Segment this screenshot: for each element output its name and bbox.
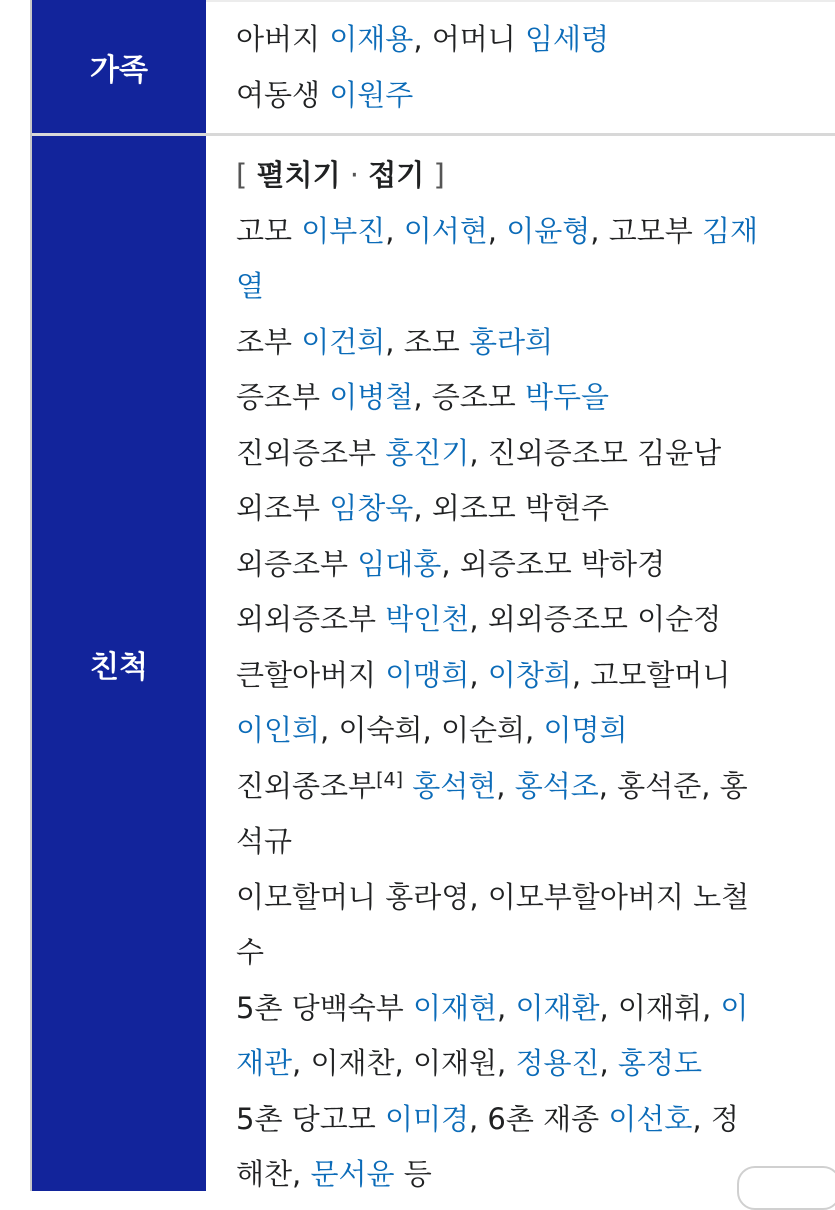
plain-text: , 고모할머니 <box>571 657 731 692</box>
family-header: 가족 <box>32 0 206 133</box>
plain-text: , 이재찬, 이재원, <box>292 1046 516 1080</box>
plain-text: 진외증조부 <box>236 435 386 470</box>
text-line <box>236 1036 829 1092</box>
text-line <box>236 703 829 759</box>
person-link[interactable]: 이재환 <box>515 990 600 1025</box>
family-cell <box>208 0 835 133</box>
person-link[interactable]: 이서현 <box>403 213 488 248</box>
plain-text: , 6촌 재종 <box>469 1101 609 1136</box>
person-link[interactable]: 임대홍 <box>357 546 442 581</box>
plain-text: 외외증조부 <box>236 602 386 636</box>
plain-text: 진외종조부 <box>236 768 377 803</box>
plain-text: 외조부 <box>236 491 330 525</box>
plain-text: , <box>599 1046 618 1080</box>
plain-text: 고모 <box>236 213 302 248</box>
text-line <box>236 426 829 482</box>
person-link[interactable]: 홍석현 <box>412 768 497 803</box>
plain-text: , <box>497 990 516 1025</box>
text-line <box>236 1092 829 1148</box>
plain-text: , 외조모 박현주 <box>413 491 610 525</box>
toggle-separator: · <box>340 158 369 192</box>
toggle-control <box>236 148 829 204</box>
plain-text: 여동생 <box>236 77 330 112</box>
relatives-cell <box>208 136 835 1191</box>
plain-text: 큰할아버지 <box>236 657 386 692</box>
person-link[interactable]: 이부진 <box>301 213 386 248</box>
family-lines <box>236 12 829 123</box>
person-link[interactable]: 이병철 <box>329 380 414 414</box>
plain-text: 5촌 당고모 <box>236 1101 385 1136</box>
family-row <box>32 0 835 133</box>
text-line <box>236 315 829 371</box>
person-link[interactable]: 박두을 <box>525 380 610 414</box>
collapse-toggle[interactable]: 접기 <box>368 158 425 192</box>
plain-text: , 조모 <box>385 324 469 359</box>
text-line <box>236 759 829 815</box>
person-link[interactable]: 이맹희 <box>385 657 470 692</box>
plain-text: 등 <box>394 1157 432 1191</box>
plain-text: , 외증조모 박하경 <box>441 546 666 581</box>
plain-text: 아버지 <box>236 22 330 56</box>
text-line <box>236 925 829 981</box>
plain-text: 조부 <box>236 324 302 359</box>
text-line <box>236 68 829 124</box>
plain-text: , 이숙희, 이순희, <box>320 713 544 747</box>
text-line <box>236 204 829 260</box>
person-link[interactable]: 김재 <box>701 213 758 248</box>
toggle-open-bracket: [ <box>236 158 248 192</box>
person-link[interactable]: 이선호 <box>608 1101 693 1136</box>
text-line <box>236 814 829 870</box>
plain-text: 수 <box>236 935 265 969</box>
plain-text: , 홍석준, 홍 <box>598 768 748 803</box>
plain-text: 5촌 당백숙부 <box>236 990 413 1025</box>
plain-text: , 고모부 <box>590 213 702 248</box>
plain-text: , 정 <box>692 1101 739 1136</box>
text-line <box>236 981 829 1037</box>
person-link[interactable]: 홍라희 <box>468 324 554 359</box>
toggle-close-bracket: ] <box>433 158 445 192</box>
text-line <box>236 870 829 926</box>
person-link[interactable]: 박인천 <box>385 602 470 636</box>
relatives-header: 친척 <box>32 136 206 1191</box>
footnote-ref[interactable]: [4] <box>376 767 403 790</box>
person-link[interactable]: 이명희 <box>543 713 628 747</box>
text-line <box>236 259 829 315</box>
plain-text: , <box>385 213 404 248</box>
person-link[interactable]: 이재현 <box>412 990 498 1025</box>
person-link[interactable]: 이인희 <box>236 713 321 747</box>
person-link[interactable]: 이윤형 <box>506 213 591 248</box>
person-link[interactable]: 이 <box>720 990 749 1025</box>
expand-toggle[interactable]: 펼치기 <box>256 158 341 192</box>
text-line <box>236 648 829 704</box>
plain-text: , <box>487 213 507 248</box>
text-line <box>236 592 829 648</box>
plain-text <box>403 769 412 803</box>
plain-text: 증조부 <box>236 380 330 414</box>
plain-text: 외증조부 <box>236 546 358 581</box>
plain-text: , 어머니 <box>413 22 526 56</box>
person-link[interactable]: 홍정도 <box>617 1046 702 1080</box>
person-link[interactable]: 이창희 <box>487 657 572 692</box>
plain-text: , <box>469 657 488 692</box>
person-link[interactable]: 이원주 <box>329 77 414 112</box>
person-link[interactable]: 홍석조 <box>514 768 599 803</box>
plain-text: , <box>496 768 515 803</box>
person-link[interactable]: 임창욱 <box>329 491 414 525</box>
person-link[interactable]: 문서윤 <box>310 1157 395 1191</box>
plain-text: , 외외증조모 이순정 <box>469 602 722 636</box>
person-link[interactable]: 재관 <box>236 1046 293 1080</box>
plain-text: , 진외증조모 김윤남 <box>469 435 722 470</box>
person-link[interactable]: 홍진기 <box>385 435 470 470</box>
plain-text: , 이재휘, <box>599 990 721 1025</box>
person-link[interactable]: 임세령 <box>525 22 610 56</box>
person-link[interactable]: 정용진 <box>515 1046 600 1080</box>
floating-action-button[interactable] <box>737 1166 835 1210</box>
relatives-row <box>32 136 835 1191</box>
person-link[interactable]: 이건희 <box>301 324 386 359</box>
text-line <box>236 537 829 593</box>
person-link[interactable]: 이미경 <box>384 1101 469 1136</box>
text-line <box>236 481 829 537</box>
relatives-lines <box>236 204 829 1203</box>
person-link[interactable]: 이재용 <box>329 22 414 56</box>
person-link[interactable]: 열 <box>236 269 265 303</box>
infobox-table <box>30 0 835 1191</box>
plain-text: 해찬, <box>236 1157 311 1191</box>
plain-text: 석규 <box>236 824 293 858</box>
plain-text: , 증조모 <box>413 380 526 414</box>
plain-text: 이모할머니 홍라영, 이모부할아버지 노철 <box>236 879 750 914</box>
text-line <box>236 370 829 426</box>
text-line <box>236 12 829 68</box>
